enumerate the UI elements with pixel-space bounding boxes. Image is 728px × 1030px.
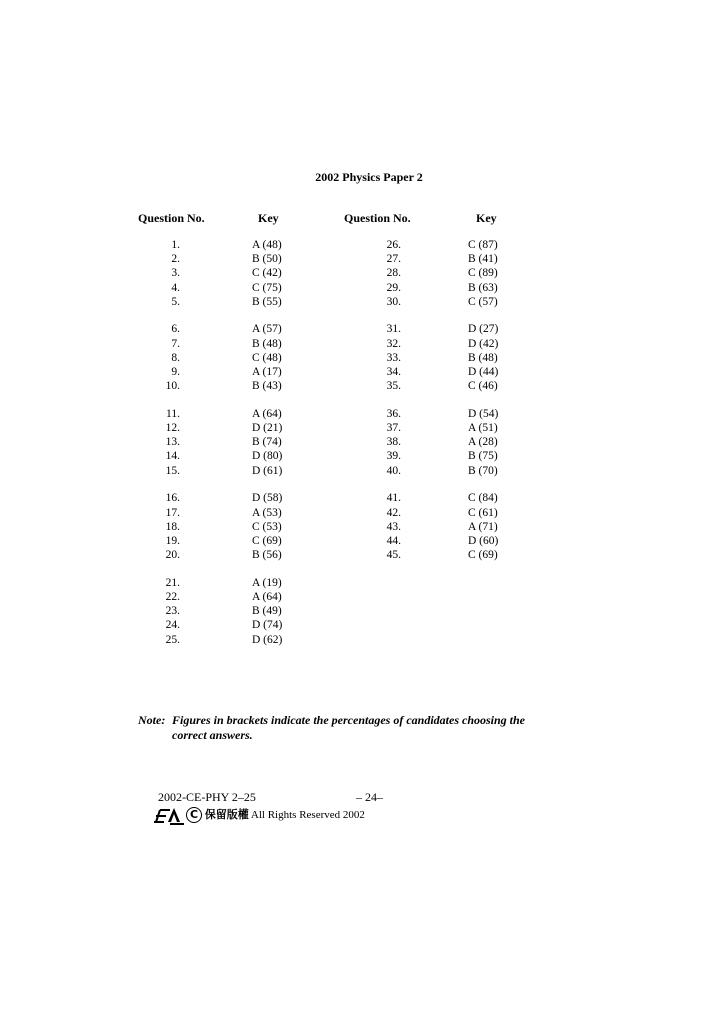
question-number: 39. [386,450,401,463]
question-number: 8. [171,351,180,364]
question-number: 18. [165,520,180,533]
answer-group [252,407,332,478]
question-number: 10. [165,380,180,393]
question-number: 42. [386,506,401,519]
answer-key: D (42) [468,337,499,350]
answer-key: C (69) [252,534,282,547]
answer-key: C (48) [252,351,282,364]
answer-group [361,491,441,562]
question-number: 17. [165,506,180,519]
question-number: 23. [165,605,180,618]
question-number: 43. [386,520,401,533]
answer-key: B (50) [252,253,282,266]
header-question-no-2: Question No. [344,211,411,225]
answer-group [361,322,441,393]
question-number: 33. [386,351,401,364]
answer-key: B (49) [252,605,282,618]
answer-key: B (55) [252,295,282,308]
question-number: 11. [166,407,180,420]
answer-key: D (61) [252,464,283,477]
question-number: 3. [171,267,180,280]
answer-key: A (48) [252,239,282,251]
answer-group [468,322,548,393]
answer-group [252,322,332,393]
page-title: 2002 Physics Paper 2 [315,170,423,184]
answer-key: C (84) [468,492,498,505]
hkeaa-logo-icon [152,804,186,831]
answer-group [468,491,548,562]
answer-group [252,238,332,309]
answer-key: A (64) [252,407,282,420]
answer-key: D (60) [468,534,499,547]
answer-key: C (61) [468,506,498,519]
question-number: 38. [386,436,401,449]
question-number: 9. [171,366,180,378]
answer-group [361,238,441,309]
question-number: 45. [386,549,401,562]
answer-key: D (44) [468,366,499,378]
answer-key: C (89) [468,267,498,280]
answer-key: C (46) [468,380,498,393]
question-number: 12. [165,422,180,435]
question-number: 19. [165,534,180,547]
answer-group [361,407,441,478]
question-number: 15. [165,464,180,477]
question-number: 34. [386,366,401,378]
question-number: 7. [171,337,180,350]
question-number: 6. [171,323,180,336]
answer-key: A (19) [252,576,282,589]
answer-key: A (57) [252,323,282,336]
paper-code: 2002-CE-PHY 2–25 [158,790,256,804]
copyright-icon: C [186,807,202,823]
answer-group [468,238,548,309]
question-number: 40. [386,464,401,477]
question-number: 44. [386,534,401,547]
answer-key: C (69) [468,549,498,562]
answer-key: D (21) [252,422,283,435]
answer-key: C (75) [252,281,282,294]
question-number: 26. [386,239,401,251]
key-column-1 [252,238,332,660]
page-number: – 24– [356,790,383,804]
answer-group [252,491,332,562]
answer-key: D (27) [468,323,499,336]
question-number: 32. [386,337,401,350]
answer-key: C (53) [252,520,282,533]
question-number: 4. [171,281,180,294]
answer-key: B (48) [468,351,498,364]
answer-key: D (58) [252,492,283,505]
answer-key: B (70) [468,464,498,477]
answer-key: B (56) [252,549,282,562]
header-question-no-1: Question No. [138,211,205,225]
question-number: 13. [165,436,180,449]
answer-key: D (62) [252,633,283,646]
answer-group [140,576,220,647]
question-number: 2. [171,253,180,266]
answer-key: C (87) [468,239,498,251]
question-number: 1. [171,239,180,251]
key-column-2 [468,238,548,576]
answer-key: A (71) [468,520,498,533]
answer-key: B (63) [468,281,498,294]
answer-key: A (64) [252,590,282,603]
question-number: 16. [165,492,180,505]
question-number: 29. [386,281,401,294]
answer-key: A (51) [468,422,498,435]
question-number: 41. [386,492,401,505]
answer-key: A (53) [252,506,282,519]
question-number: 14. [165,450,180,463]
answer-key: A (28) [468,436,498,449]
answer-group [140,491,220,562]
answer-group [252,576,332,647]
question-number: 25. [165,633,180,646]
question-number: 27. [386,253,401,266]
question-column-1 [140,238,220,660]
question-number: 36. [386,407,401,420]
question-number: 20. [165,549,180,562]
answer-key: D (54) [468,407,499,420]
copyright-line [186,806,365,823]
copyright-text: All Rights Reserved 2002 [250,809,365,821]
answer-key: D (80) [252,450,283,463]
answer-group [140,407,220,478]
answer-key: B (43) [252,380,282,393]
question-number: 35. [386,380,401,393]
note-label: Note: [138,713,166,727]
note-text: Figures in brackets indicate the percentages of candidates choosing the correct answers. [172,713,525,742]
question-number: 37. [386,422,401,435]
header-key-1: Key [258,211,279,225]
header-key-2: Key [476,211,497,225]
question-number: 5. [171,295,180,308]
answer-key: C (57) [468,295,498,308]
question-number: 24. [165,619,180,632]
question-number: 21. [165,576,180,589]
answer-group [468,407,548,478]
copyright-chinese: 保留版權 [204,808,249,821]
answer-key: D (74) [252,619,283,632]
answer-key: B (74) [252,436,282,449]
answer-key: B (48) [252,337,282,350]
answer-group [140,322,220,393]
answer-group [140,238,220,309]
answer-key: C (42) [252,267,282,280]
answer-key: A (17) [252,366,282,378]
answer-key: B (75) [468,450,498,463]
question-column-2 [361,238,441,576]
question-number: 31. [386,323,401,336]
question-number: 22. [165,590,180,603]
question-number: 30. [386,295,401,308]
answer-key: B (41) [468,253,498,266]
question-number: 28. [386,267,401,280]
